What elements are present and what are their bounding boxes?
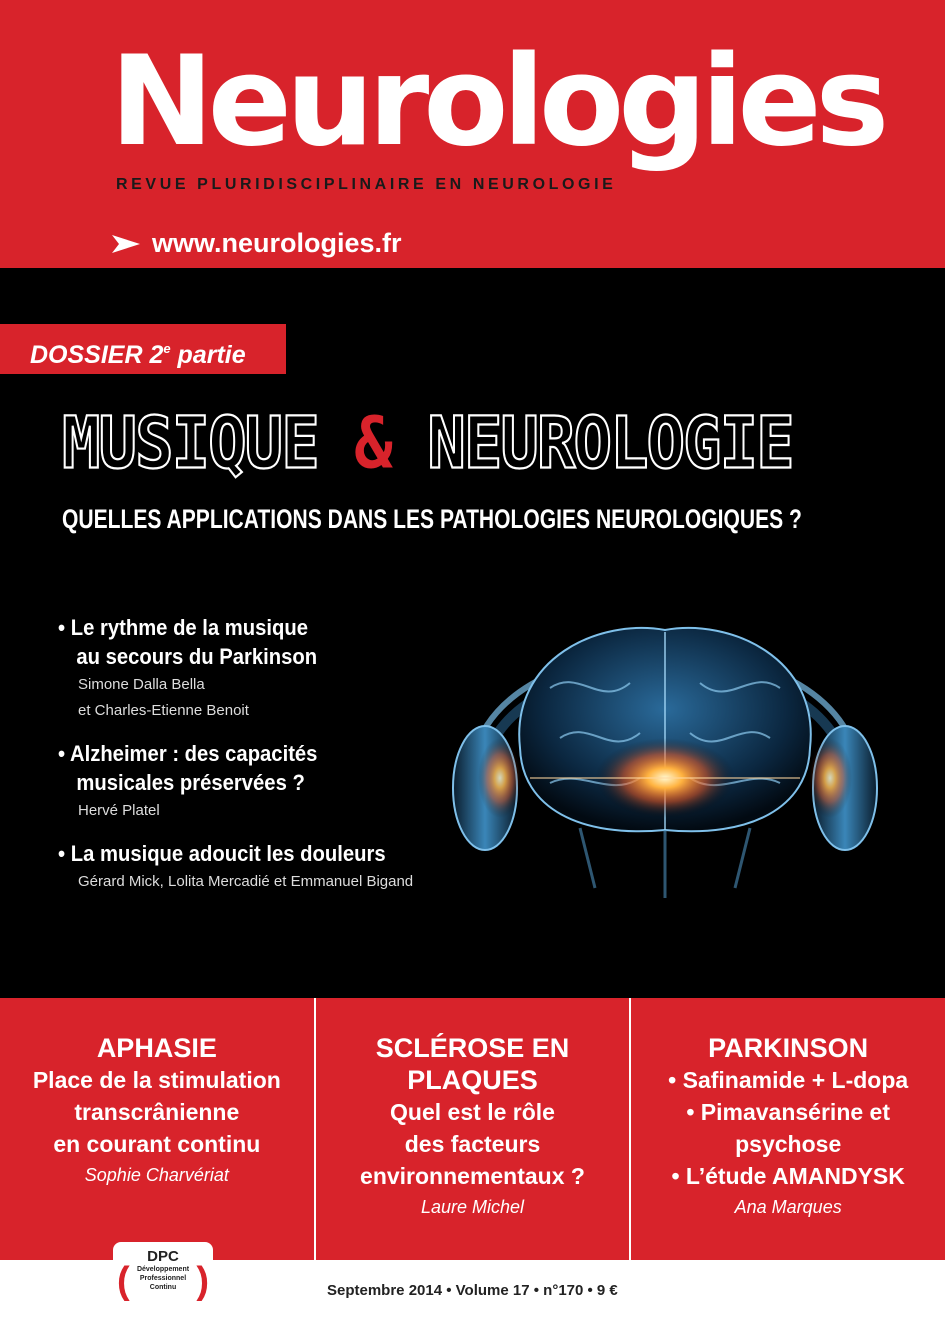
panel-author: Sophie Charvériat bbox=[84, 1165, 229, 1185]
dossier-ordinal: e bbox=[163, 341, 171, 356]
panel-line: • Pimavansérine et bbox=[686, 1099, 890, 1125]
article-title bbox=[58, 739, 386, 797]
issue-info: Septembre 2014 • Volume 17 • n°170 • 9 € bbox=[327, 1282, 618, 1299]
cover-title bbox=[62, 402, 793, 486]
article-author: Hervé Platel bbox=[78, 802, 160, 819]
dpc-subtitle: Continu bbox=[149, 1284, 177, 1291]
teaser-panels bbox=[0, 998, 945, 1260]
panel-line: psychose bbox=[735, 1131, 842, 1157]
panel-heading: PARKINSON bbox=[708, 1033, 869, 1063]
panel-heading: APHASIE bbox=[96, 1033, 217, 1063]
article-title-line: • La musique adoucit les douleurs bbox=[58, 841, 386, 866]
url-row[interactable] bbox=[112, 228, 402, 259]
title-part-2: NEUROLOGIE bbox=[390, 402, 793, 486]
article-list bbox=[58, 613, 414, 910]
panel-line: des facteurs bbox=[404, 1131, 541, 1157]
arrow-icon bbox=[112, 235, 140, 253]
tagline: REVUE PLURIDISCIPLINAIRE EN NEUROLOGIE bbox=[116, 176, 617, 193]
article-title-line: musicales préservées ? bbox=[76, 770, 305, 795]
cover-subtitle: QUELLES APPLICATIONS DANS LES PATHOLOGIES NEUROLOGIQUES ? bbox=[62, 504, 802, 534]
article-item[interactable] bbox=[58, 739, 414, 825]
teaser-panel-aphasie[interactable] bbox=[0, 998, 314, 1260]
dossier-banner bbox=[0, 324, 286, 374]
panel-line: en courant continu bbox=[53, 1131, 261, 1157]
brain-headphones-icon bbox=[430, 568, 900, 918]
dpc-badge bbox=[113, 1242, 213, 1316]
article-title bbox=[58, 613, 386, 671]
panel-author: Ana Marques bbox=[734, 1197, 842, 1217]
teaser-panel-sclerose[interactable] bbox=[314, 998, 630, 1260]
teaser-panel-parkinson[interactable] bbox=[629, 998, 945, 1260]
dpc-title: DPC bbox=[147, 1248, 179, 1265]
article-author: Gérard Mick, Lolita Mercadié et Emmanuel Bigand bbox=[78, 873, 414, 890]
panel-line: Quel est le rôle bbox=[390, 1099, 555, 1125]
panel-author: Laure Michel bbox=[420, 1197, 525, 1217]
dpc-subtitle: Professionnel bbox=[139, 1275, 187, 1282]
article-title bbox=[58, 839, 386, 868]
masthead bbox=[0, 0, 945, 268]
website-link[interactable]: www.neurologies.fr bbox=[152, 228, 402, 258]
panel-heading: SCLÉROSE EN bbox=[375, 1033, 570, 1063]
title-part-1: MUSIQUE bbox=[62, 402, 355, 486]
title-ampersand: & bbox=[354, 402, 391, 486]
paren-left-icon: ( bbox=[117, 1260, 130, 1302]
feature-section bbox=[0, 268, 945, 998]
panel-heading: PLAQUES bbox=[407, 1065, 538, 1095]
panel-line: • Safinamide + L-dopa bbox=[668, 1067, 909, 1093]
dpc-subtitle: Développement bbox=[136, 1266, 190, 1273]
paren-right-icon: ) bbox=[196, 1260, 209, 1302]
article-title-line: • Alzheimer : des capacités bbox=[58, 741, 318, 766]
magazine-logo: Neurologies bbox=[110, 30, 884, 174]
article-author: Simone Dalla Bella bbox=[78, 676, 205, 693]
article-title-line: au secours du Parkinson bbox=[76, 644, 318, 669]
panel-line: • L’étude AMANDYSK bbox=[671, 1163, 905, 1189]
panel-line: environnementaux ? bbox=[360, 1163, 585, 1189]
article-author: et Charles-Etienne Benoit bbox=[78, 702, 249, 719]
panel-line: Place de la stimulation bbox=[32, 1067, 281, 1093]
article-title-line: • Le rythme de la musique bbox=[58, 615, 309, 640]
footer bbox=[0, 1248, 945, 1336]
article-item[interactable] bbox=[58, 613, 414, 725]
article-item[interactable] bbox=[58, 839, 414, 896]
dossier-label: DOSSIER 2 bbox=[30, 341, 164, 369]
dossier-part: partie bbox=[170, 341, 246, 369]
panel-line: transcrânienne bbox=[74, 1099, 240, 1125]
